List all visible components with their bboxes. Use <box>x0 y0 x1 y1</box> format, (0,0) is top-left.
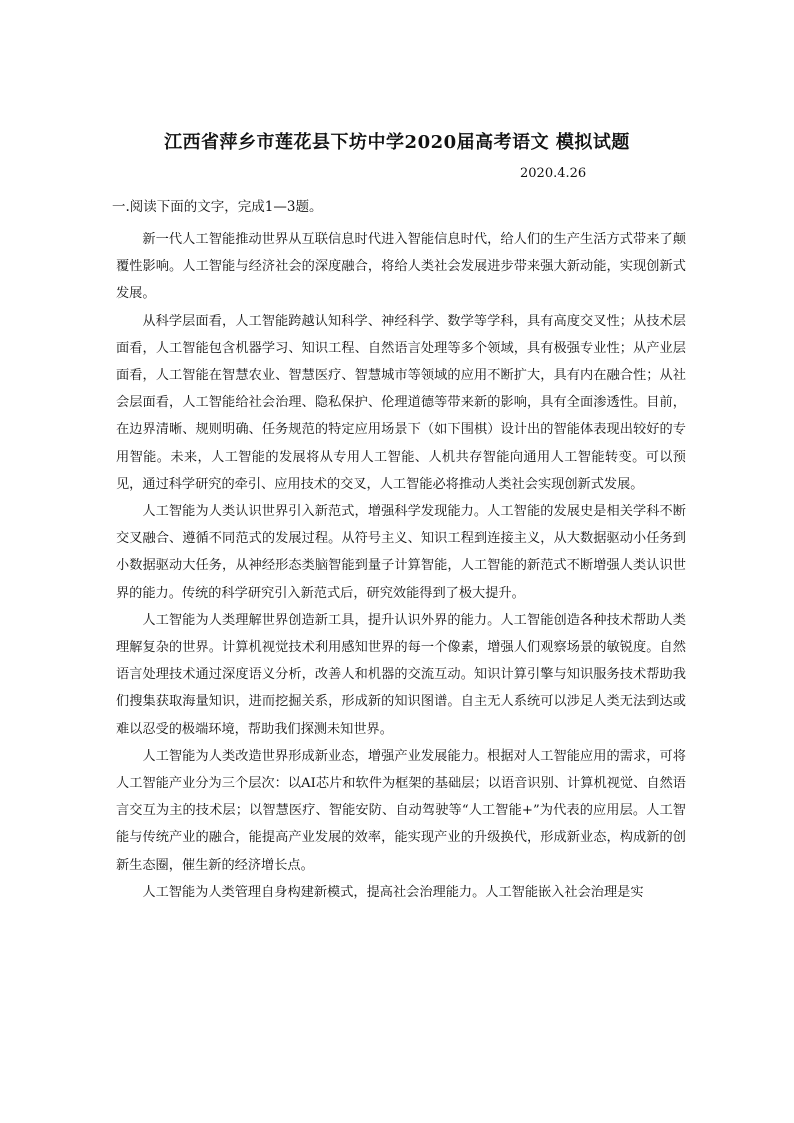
paragraph: 从科学层面看，人工智能跨越认知科学、神经科学、数学等学科，具有高度交叉性；从技术层面看，人工智能包含机器学习、知识工程、自然语言处理等多个领域，具有极强专业性；从产业层面看，人工智能在智慧农业、智慧医疗、智慧城市等领域的应用不断扩大，具有内在融合性；从社会层面看，人工智能给社会治理、隐私保护、伦理道德等带来新的影响，具有全面渗透性。目前，在边界清晰、规则明确、任务规范的特定应用场景下（如下围棋）设计出的智能体表现出较好的专用智能。未来，人工智能的发展将从专用人工智能、人机共存智能向通用人工智能转变。可以预见，通过科学研究的牵引、应用技术的交叉，人工智能必将推动人类社会实现创新式发展。 <box>116 313 686 492</box>
paragraph: 人工智能为人类理解世界创造新工具，提升认识外界的能力。人工智能创造各种技术帮助人类理解复杂的世界。计算机视觉技术利用感知世界的每一个像素，增强人们观察场景的敏锐度。自然语言处理技术通过深度语义分析，改善人和机器的交流互动。知识计算引擎与知识服务技术帮助我们搜集获取海量知识，进而挖掘关系，形成新的知识图谱。自主无人系统可以涉足人类无法到达或难以忍受的极端环境，帮助我们探测未知世界。 <box>116 612 686 737</box>
section-heading: 一.阅读下面的文字，完成1—3题。 <box>112 199 323 215</box>
paragraph: 人工智能为人类改造世界形成新业态，增强产业发展能力。根据对人工智能应用的需求，可将人工智能产业分为三个层次：以AI芯片和软件为框架的基础层；以语音识别、计算机视觉、自然语言交互为主的技术层；以智慧医疗、智能安防、自动驾驶等“人工智能+”为代表的应用层。人工智能与传统产业的融合，能提高产业发展的效率，能实现产业的升级换代，形成新业态，构成新的创新生态圈，催生新的经济增长点。 <box>116 748 686 873</box>
paragraph: 新一代人工智能推动世界从互联信息时代进入智能信息时代，给人们的生产生活方式带来了颠覆性影响。人工智能与经济社会的深度融合，将给人类社会发展进步带来强大新动能，实现创新式发展。 <box>116 232 686 302</box>
paragraph: 人工智能为人类认识世界引入新范式，增强科学发现能力。人工智能的发展史是相关学科不断交叉融合、遵循不同范式的发展过程。从符号主义、知识工程到连接主义，从大数据驱动小任务到小数据驱动大任务，从神经形态类脑智能到量子计算智能，人工智能的新范式不断增强人类认识世界的能力。传统的科学研究引入新范式后，研究效能得到了极大提升。 <box>116 504 686 601</box>
document-title: 江西省萍乡市莲花县下坊中学2020届高考语文 模拟试题 <box>164 132 630 153</box>
paragraph: 人工智能为人类管理自身构建新模式，提高社会治理能力。人工智能嵌入社会治理是实 <box>142 884 644 900</box>
document-date: 2020.4.26 <box>520 166 587 181</box>
passage-body <box>116 226 686 906</box>
